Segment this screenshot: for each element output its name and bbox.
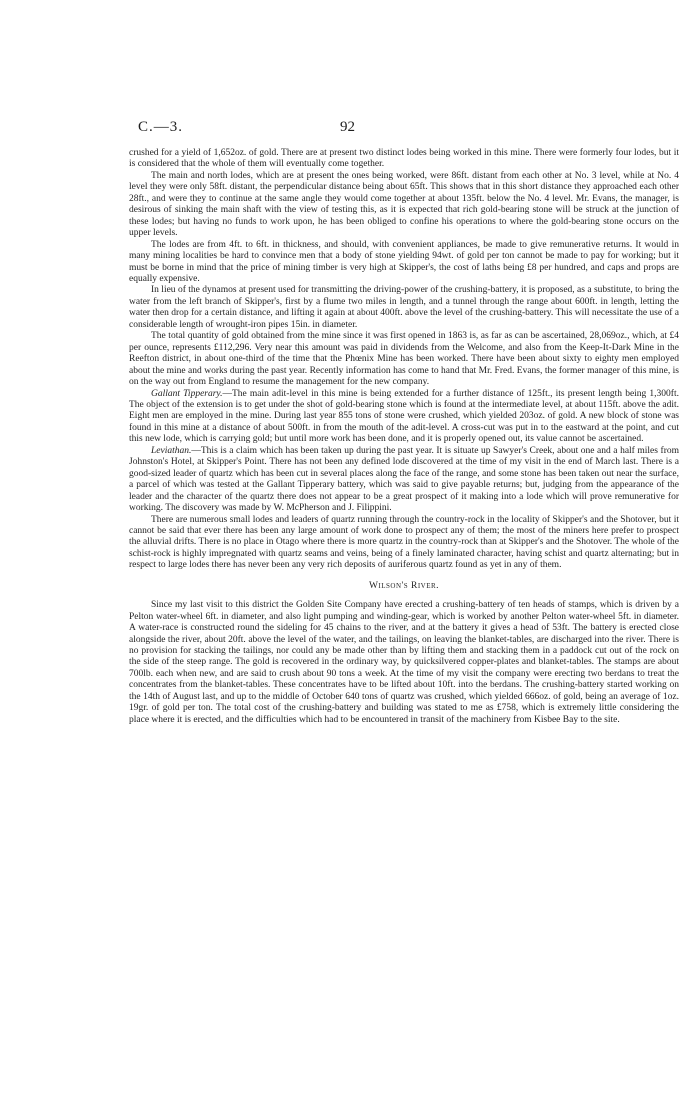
leviathan-label: Leviathan. [151, 445, 192, 456]
paragraph-leviathan [129, 446, 679, 515]
paragraph-lode-thickness: The lodes are from 4ft. to 6ft. in thickness, and should, with convenient appliances, be made to give remunerative returns. It would in many mining localities be hard to convince men that a body of stone yielding 94wt. of gold per ton cannot be made to pay for working; but it must be borne in mind that the price of mining timber is very high at Skipper's, the cost of laths being £8 per hundred, and caps and props are equally expensive. [129, 239, 679, 284]
gallant-tipperary-text: —The main adit-level in this mine is being extended for a further distance of 125ft., its present length being 1,300ft. The object of the extension is to get under the shot of gold-bearing stone which is found at the intermediate level, at about 115ft. above the adit. Eight men are employed in the mine. During last year 855 tons of stone were crushed, which yielded 203oz. of gold. A new block of stone was found in this mine at a distance of about 500ft. in from the mouth of the adit-level. A cross-cut was put in to the eastward at the point, and cut this new lode, which is carrying gold; but until more work has been done, and it is properly opened out, its value cannot be ascertained. [129, 388, 679, 445]
page-number: 92 [340, 119, 355, 135]
body-text [129, 148, 679, 726]
paragraph-golden-site: Since my last visit to this district the Golden Site Company have erected a crushing-battery of ten heads of stamps, which is driven by a Pelton water-wheel 6ft. in diameter, and also light pumping and winding-gear, which is worked by another Pelton water-wheel 5ft. in diameter. A water-race is constructed round the sideling for 45 chains to the river, and at the battery it gives a head of 53ft. The battery is erected close alongside the river, about 20ft. above the level of the water, and the tailings, on leaving the blanket-tables, are discharged into the river. There is no provision for stacking the tailings, nor could any be made other than by lifting them and stacking them in a paddock cut out of the rock on the side of the steep range. The gold is recovered in the ordinary way, by quicksilvered copper-plates and blanket-tables. The stamps are about 700lb. each when new, and are said to crush about 90 tons a week. At the time of my visit the company were erecting two berdans to treat the concentrates from the blanket-tables. These concentrates have to be lifted about 10ft. into the berdans. The crushing-battery started working on the 14th of August last, and up to the middle of October 640 tons of quartz was crushed, which yielded 666oz. of gold, being an average of 1oz. 19gr. of gold per ton. The total cost of the crushing-battery and building was stated to me as £758, which is extremely little considering the place where it is erected, and the difficulties which had to be encountered in transit of the machinery from Kisbee Bay to the site. [129, 600, 679, 725]
section-heading-wilsons-river: Wilson's River. [368, 580, 440, 591]
paragraph-lodes-distance: The main and north lodes, which are at present the ones being worked, were 86ft. distant from each other at No. 3 level, while at No. 4 level they were only 58ft. distant, the perpendicular distance being about 65ft. This shows that in this short distance they approached each other 28ft., and were they to continue at the same angle they would come together at about 135ft. below the No. 4 level. Mr. Evans, the manager, is desirous of sinking the main shaft with the view of testing this, as it is expected that rich gold-bearing stone will be struck at the junction of these lodes; but having no funds to work upon, he has been obliged to confine his operations to where the gold-bearing stone occurs on the upper levels. [129, 170, 679, 239]
gallant-tipperary-label: Gallant Tipperary. [151, 388, 223, 399]
leviathan-text: —This is a claim which has been taken up during the past year. It is situate up Sawyer's Creek, about one and a half miles from Johnston's Hotel, at Skipper's Point. There has not been any defined lode discovered at the time of my visit in the end of March last. There is a good-sized leader of quartz which has been cut in several places along the face of the range, and some stone has been taken out near the surface, a parcel of which was tested at the Gallant Tipperary battery, which was said to give payable returns; but, judging from the appearance of the leader and the character of the quartz there does not appear to be a great prospect of it making into a lode which will prove remunerative for working. The discovery was made by W. McPherson and J. Filippini. [129, 445, 679, 514]
paragraph-small-lodes: There are numerous small lodes and leaders of quartz running through the country-rock in the locality of Skipper's and the Shotover, but it cannot be said that ever there has been any large amount of work done to prospect any of them; the most of the miners here prefer to prospect the alluvial drifts. There is no place in Otago where there is more quartz in the country-rock than at Skipper's and the Shotover. The whole of the schist-rock is highly impregnated with quartz seams and veins, being of a finely laminated character, having schist and quartz alternating; but in respect to large lodes there has never been any very rich deposits of auriferous quartz found as yet in any of them. [129, 514, 679, 571]
paragraph-water-power: In lieu of the dynamos at present used for transmitting the driving-power of the crushing-battery, it is proposed, as a substitute, to bring the water from the left branch of Skipper's, first by a flume two miles in length, and a tunnel through the range about 600ft. in length, letting the water then drop for a certain distance, and lifting it again at about 400ft. above the level of the crushing-battery. This will necessitate the use of a considerable length of wrought-iron pipes 15in. in diameter. [129, 285, 679, 330]
report-code: C.—3. [138, 119, 184, 135]
paragraph-gallant-tipperary [129, 389, 679, 446]
page-header [0, 119, 700, 139]
paragraph-total-gold: The total quantity of gold obtained from the mine since it was first opened in 1863 is, as far as can be ascertained, 28,069oz., which, at £4 per ounce, represents £112,296. Very near this amount was paid in dividends from the Welcome, and also from the Keep-It-Dark Mine in the Reefton district, in about one-third of the time that the Phœnix Mine has been worked. There have been about sixty to eighty men employed about the mine and works during the past year. Recently information has come to hand that Mr. Fred. Evans, the former manager of this mine, is on the way out from England to resume the management for the new company. [129, 331, 679, 388]
paragraph-continued: crushed for a yield of 1,652oz. of gold. There are at present two distinct lodes being worked in this mine. There were formerly four lodes, but it is considered that the whole of them will eventually come together. [129, 148, 679, 170]
